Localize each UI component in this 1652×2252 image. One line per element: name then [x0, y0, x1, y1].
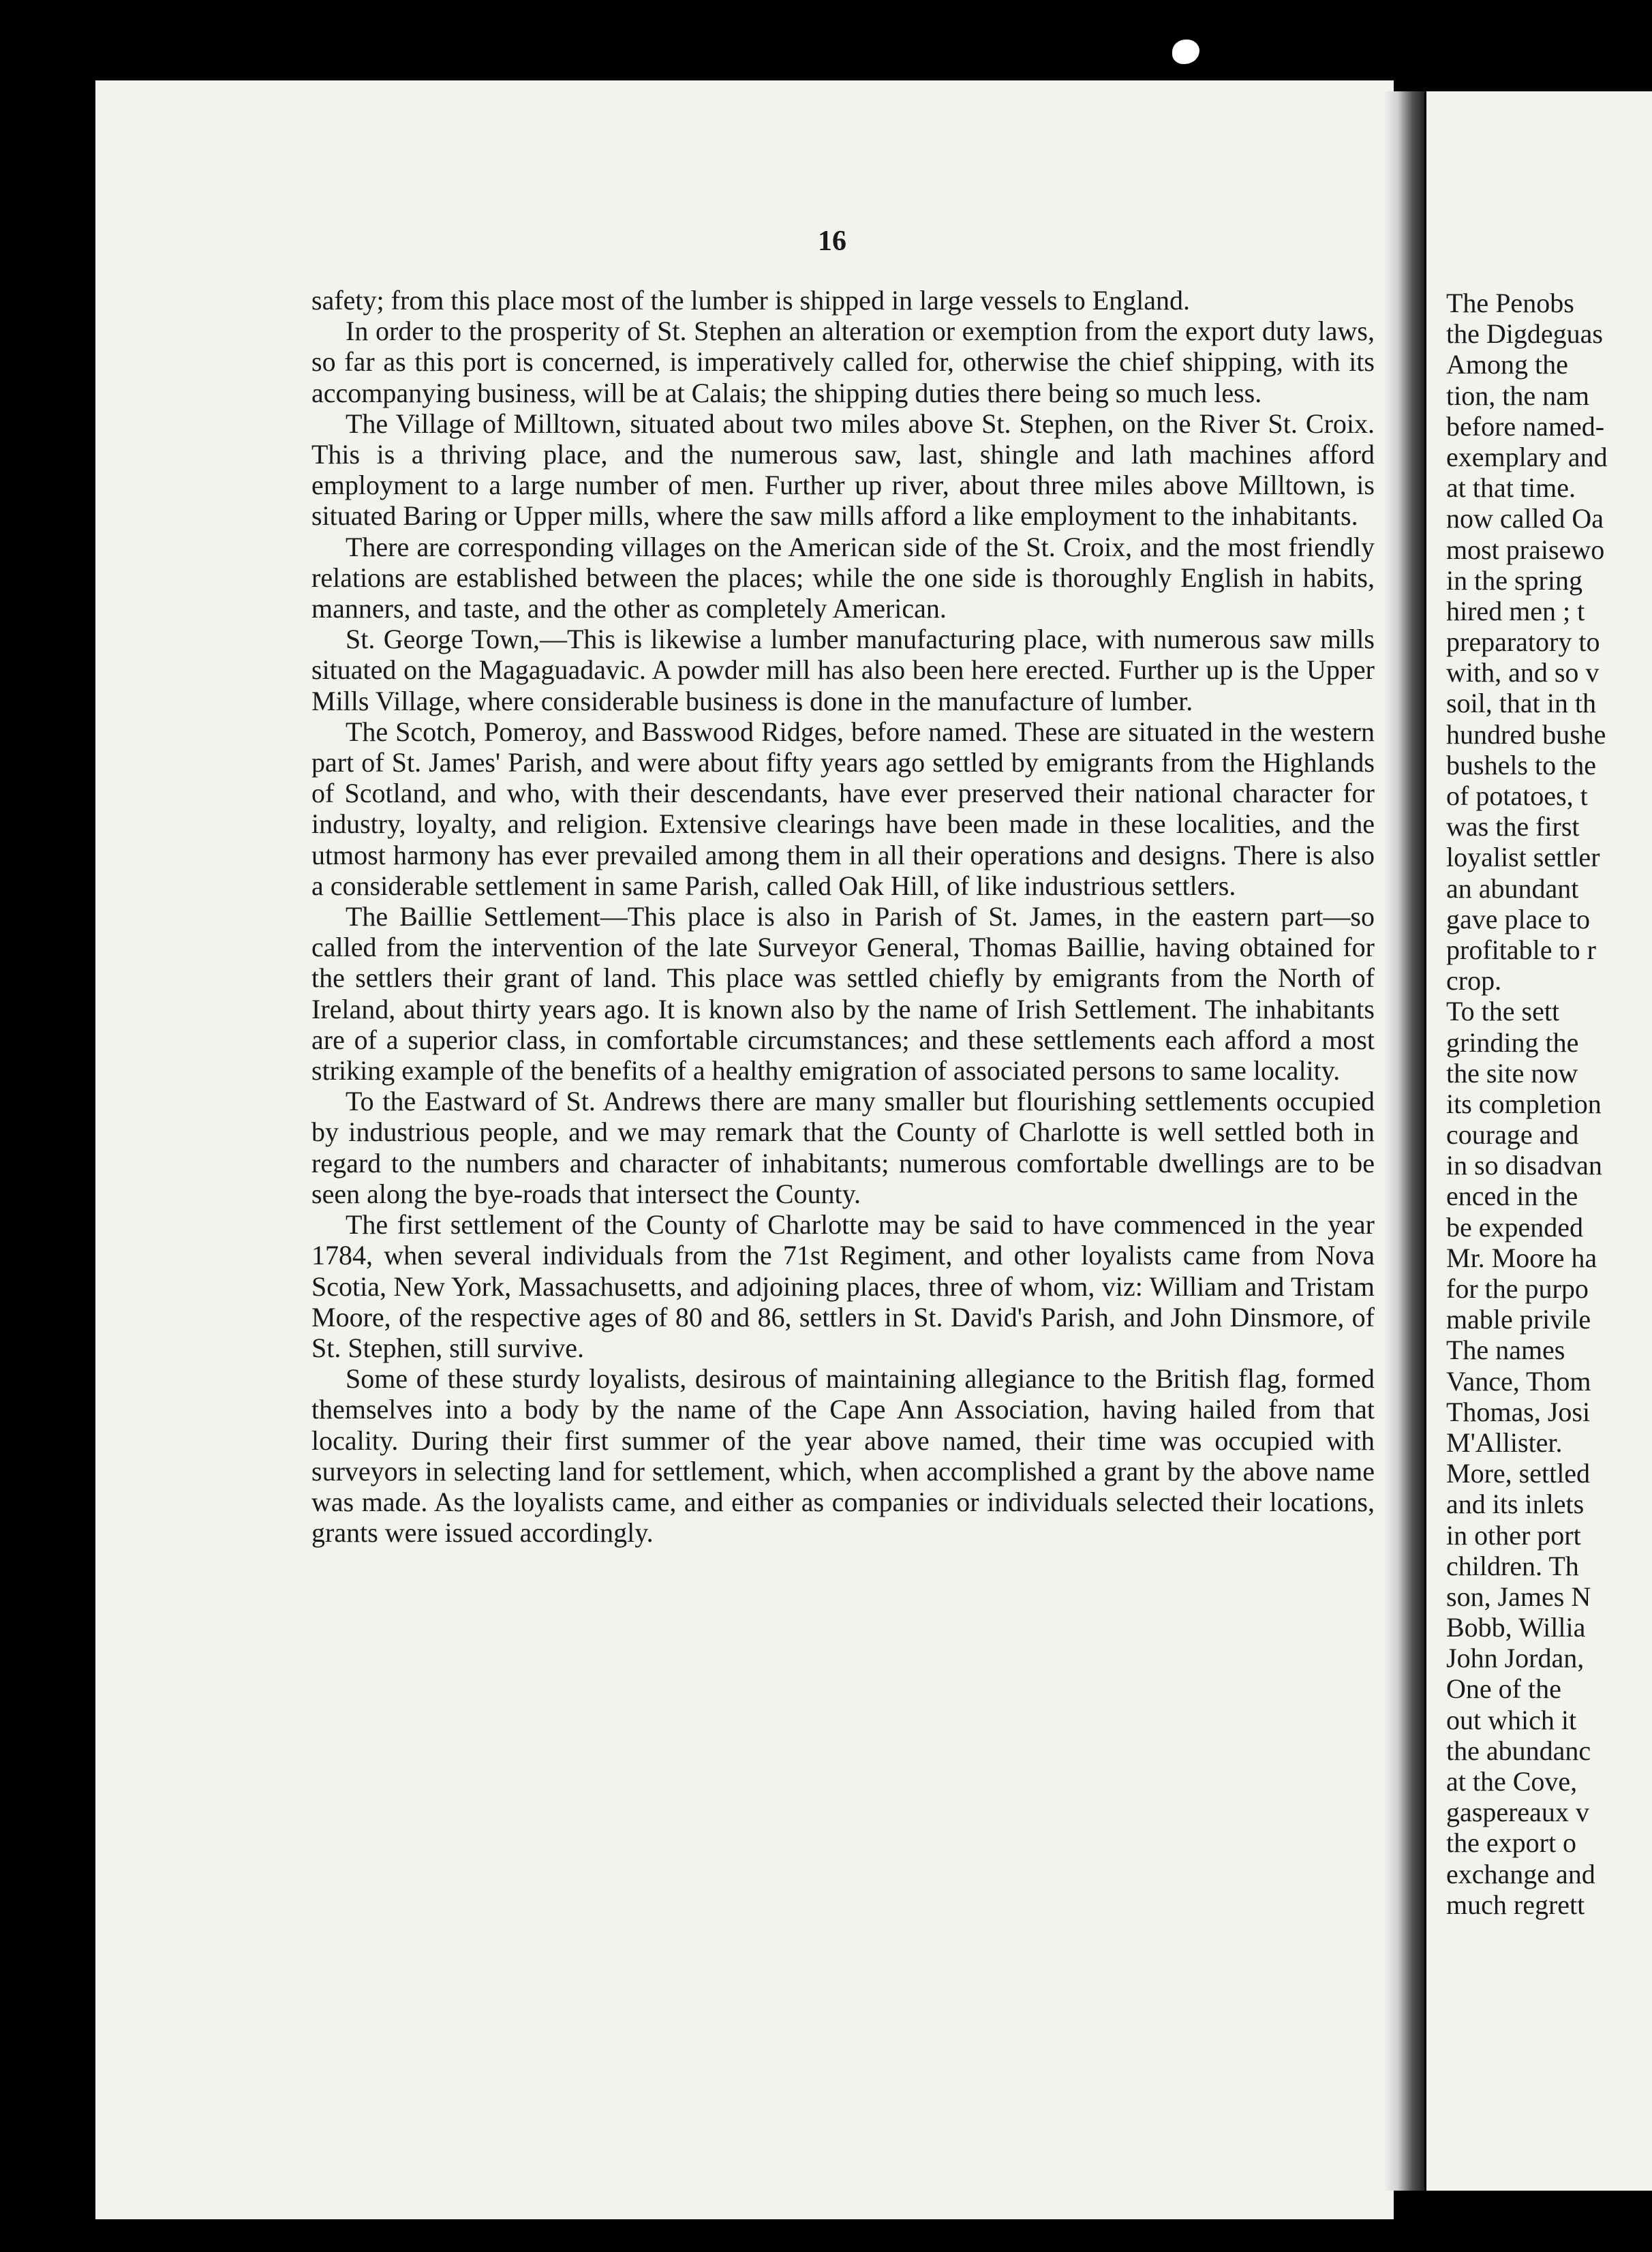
right-page-line: Among the: [1446, 349, 1568, 380]
paragraph: To the Eastward of St. Andrews there are many smaller but flourishing settlements occupied by industrious people, and we may remark that the County of Charlotte is well settled both in regard to the numbers and character of inhabitants; numerous comfortable dwellings are to be seen along the bye-roads that intersect the County.: [311, 1086, 1375, 1209]
paragraph: The Village of Milltown, situated about two miles above St. Stephen, on the River St. Croix. This is a thriving place, and the numerous saw, last, shingle and lath machines afford employment to a large number of men. Further up river, about three miles above Milltown, is situated Baring or Upper mills, where the saw mills afford a like employment to the inhabitants.: [311, 408, 1375, 532]
right-page-line: be expended: [1446, 1211, 1584, 1243]
right-page-line: courage and: [1446, 1119, 1579, 1151]
paragraph: The Baillie Settlement—This place is also in Parish of St. James, in the eastern part—so called from the intervention of the late Surveyor General, Thomas Baillie, having obtained for the settlers their grant of land. This place was settled chiefly by emigrants from the North of Ireland, about thirty years ago. It is known also by the name of Irish Settlement. The inhabitants are of a superior class, in comfortable circumstances; and these settlements each afford a most striking example of the benefits of a healthy emigration of associated persons to same locality.: [311, 901, 1375, 1086]
right-page-line: exemplary and: [1446, 441, 1608, 472]
right-page-line: enced in the: [1446, 1181, 1578, 1212]
right-page-line: children. Th: [1446, 1550, 1579, 1581]
right-page-line: To the sett: [1446, 996, 1560, 1027]
right-page-line: for the purpo: [1446, 1273, 1589, 1304]
right-page-line: mable privile: [1446, 1304, 1591, 1335]
book-gutter: [1383, 91, 1424, 2191]
paragraph: Some of these sturdy loyalists, desirous of maintaining allegiance to the British flag, formed themselves into a body by the name of the Cape Ann Association, having hailed from that locality. During their first summer of the year above named, their time was occupied with surveyors in selecting land for settlement, which, when accomplished a grant by the above name was made. As the loyalists came, and either as companies or individuals selected their locations, grants were issued accordingly.: [311, 1363, 1375, 1549]
right-page-line: soil, that in th: [1446, 688, 1596, 719]
right-page-line: hundred bushe: [1446, 718, 1606, 750]
right-page-line: Mr. Moore ha: [1446, 1242, 1597, 1273]
right-page-line: M'Allister.: [1446, 1427, 1563, 1458]
right-page-line: son, James N: [1446, 1581, 1591, 1612]
right-page-text: [1446, 288, 1652, 1920]
right-page-line: Thomas, Josi: [1446, 1396, 1591, 1427]
right-page-line: of potatoes, t: [1446, 780, 1588, 811]
left-page-text: [311, 285, 1375, 1548]
right-page-line: its completion: [1446, 1088, 1602, 1119]
right-page-line: at the Cove,: [1446, 1766, 1578, 1797]
right-page-line: profitable to r: [1446, 934, 1596, 965]
right-page-line: was the first: [1446, 811, 1580, 842]
right-page-line: Bobb, Willia: [1446, 1612, 1586, 1643]
right-page-line: Vance, Thom: [1446, 1365, 1591, 1397]
paragraph: There are corresponding villages on the American side of the St. Croix, and the most friendly relations are established between the places; while the one side is thoroughly English in habits, manners, and taste, and the other as completely American.: [311, 531, 1375, 624]
right-page-line: now called Oa: [1446, 503, 1604, 534]
right-page-line: The names: [1446, 1335, 1565, 1366]
right-page-line: and its inlets: [1446, 1489, 1585, 1520]
right-page-line: More, settled: [1446, 1458, 1591, 1489]
right-page-line: loyalist settler: [1446, 842, 1600, 873]
right-page-line: an abundant: [1446, 872, 1579, 904]
right-page-line: exchange and: [1446, 1858, 1595, 1889]
right-page-line: out which it: [1446, 1704, 1577, 1735]
paragraph: The Scotch, Pomeroy, and Basswood Ridges, before named. These are situated in the western part of St. James' Parish, and were about fifty years ago settled by emigrants from the Highlands of Scotland, and who, with their descendants, have ever preserved their national character for industry, loyalty, and religion. Extensive clearings have been made in these localities, and the utmost harmony has ever prevailed among them in all their operations and designs. There is also a considerable settlement in same Parish, called Oak Hill, of like industrious settlers.: [311, 716, 1375, 901]
right-page-line: the export o: [1446, 1827, 1577, 1859]
right-page-line: bushels to the: [1446, 749, 1596, 780]
paragraph: St. George Town,—This is likewise a lumber manufacturing place, with numerous saw mills situated on the Magaguadavic. A powder mill has also been here erected. Further up is the Upper Mills Village, where considerable business is done in the manufacture of lumber.: [311, 624, 1375, 716]
right-page-line: in the spring: [1446, 564, 1582, 596]
right-page-line: The Penobs: [1446, 288, 1574, 318]
right-page-line: the site now: [1446, 1057, 1578, 1089]
page-number: 16: [818, 226, 846, 257]
right-page-line: crop.: [1446, 965, 1502, 996]
scan-speck: [1172, 40, 1199, 64]
paragraph: safety; from this place most of the lumber is shipped in large vessels to England.: [311, 285, 1191, 316]
paragraph: In order to the prosperity of St. Stephen an alteration or exemption from the export duty laws, so far as this port is concerned, is imperatively called for, otherwise the chief shipping, with its accompanying business, will be at Calais; the shipping duties there being so much less.: [311, 316, 1375, 408]
right-page-line: much regrett: [1446, 1889, 1585, 1920]
right-page-line: gaspereaux v: [1446, 1797, 1589, 1828]
right-page-line: in so disadvan: [1446, 1150, 1602, 1181]
right-page-line: gave place to: [1446, 903, 1590, 934]
right-page-line: with, and so v: [1446, 657, 1600, 688]
right-page-line: most praisewo: [1446, 534, 1605, 565]
right-page-line: the abundanc: [1446, 1735, 1591, 1766]
right-page-line: John Jordan,: [1446, 1643, 1585, 1674]
right-page-line: grinding the: [1446, 1026, 1579, 1058]
right-page-line: at that time.: [1446, 472, 1576, 504]
right-page-line: in other port: [1446, 1519, 1581, 1551]
paragraph: The first settlement of the County of Charlotte may be said to have commenced in the year 1784, when several individuals from the 71st Regiment, and other loyalists came from Nova Scotia, New York, Massachusetts, and adjoining places, three of whom, viz: William and Tristam Moore, of the respective ages of 80 and 86, settlers in St. David's Parish, and John Dinsmore, of St. Stephen, still survive.: [311, 1209, 1375, 1363]
right-page-line: preparatory to: [1446, 626, 1600, 658]
right-page-line: before named-: [1446, 410, 1605, 442]
right-page-line: tion, the nam: [1446, 380, 1589, 411]
right-page-line: the Digdeguas: [1446, 318, 1603, 350]
right-page-line: hired men ; t: [1446, 595, 1585, 626]
right-page-line: One of the: [1446, 1673, 1561, 1705]
